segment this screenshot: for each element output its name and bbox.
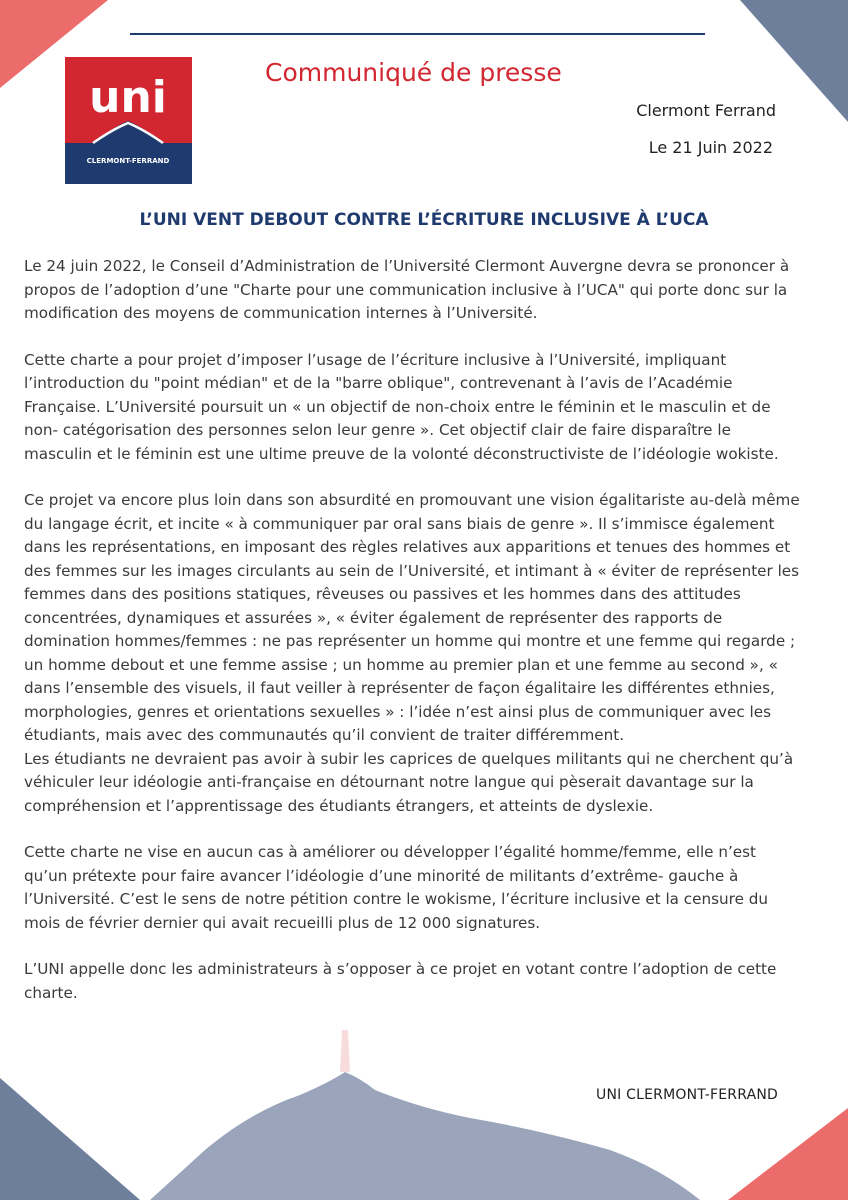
paragraph: L’UNI appelle donc les administrateurs à s’opposer à ce projet en votant contre l’adoption de cette charte. — [24, 960, 777, 1002]
logo-subtitle: CLERMONT-FERRAND — [86, 157, 170, 165]
paragraph: Ce projet va encore plus loin dans son absurdité en promouvant une vision égalitariste au-delà même du langage écrit, et incite « à communiquer par oral sans biais de genre ». Il s’immisce également dans les représentations, en imposant des règles relatives aux apparitions et tenues des hommes et des femmes sur les images circulants au sein de l’Université, et intimant à « éviter de représenter les femmes dans des positions statiques, rêveuses ou passives et les hommes dans des attitudes concentrées, dynamiques et assurées », « éviter également de représenter des rapports de domination hommes/femmes : ne pas représenter un homme qui montre et une femme qui regarde ; un homme debout et une femme assise ; un homme au premier plan et une femme au second », « dans l’ensemble des visuels, il faut veiller à représenter de façon égalitaire les différentes ethnies, morphologies, genres et orientations sexuelles » : l’idée n’est ainsi plus de communiquer avec les étudiants, mais avec des communautés qu’il convient de traiter différemment. — [24, 491, 800, 744]
mountain-summit-glow — [340, 1030, 350, 1072]
signature: UNI CLERMONT-FERRAND — [596, 1087, 778, 1103]
paragraph: Cette charte a pour projet d’imposer l’usage de l’écriture inclusive à l’Université, impliquant l’introduction du "point médian" et de la "barre oblique", contrevenant à l’avis de l’Académie Française. L’Université poursuit un « un objectif de non-choix entre le féminin et le masculin et de non- catégorisation des personnes selon leur genre ». Cet objectif clair de faire disparaître le masculin et le féminin est une ultime preuve de la volonté déconstructiviste de l’idéologie wokiste. — [24, 350, 779, 463]
corner-triangle-bottom-right — [728, 1108, 848, 1200]
date: Le 21 Juin 2022 — [648, 138, 773, 157]
paragraph: Le 24 juin 2022, le Conseil d’Administration de l’Université Clermont Auvergne devra se prononcer à propos de l’adoption d’une "Charte pour une communication inclusive à l’UCA" qui porte donc sur la modification des moyens de communication internes à l’Université. — [24, 257, 790, 322]
logo-wordmark: uni — [89, 72, 167, 123]
headline: L’UNI VENT DEBOUT CONTRE L’ÉCRITURE INCLUSIVE À L’UCA — [139, 210, 709, 230]
press-release-body — [24, 255, 800, 1028]
location: Clermont Ferrand — [636, 101, 776, 120]
corner-triangle-bottom-left — [0, 1078, 140, 1200]
paragraph: Les étudiants ne devraient pas avoir à subir les caprices de quelques militants qui ne cherchent qu’à véhiculer leur idéologie anti-française en détournant notre langue qui pèserait davantage sur la compréhension et l’apprentissage des étudiants étrangers, et atteints de dyslexie. — [24, 749, 794, 815]
paragraph: Cette charte ne vise en aucun cas à améliorer ou développer l’égalité homme/femme, elle n’est qu’un prétexte pour faire avancer l’idéologie d’une minorité de militants d’extrême- gauche à l’Université. C’est le sens de notre pétition contre le wokisme, l’écriture inclusive et la censure du mois de février dernier qui avait recueilli plus de 12 000 signatures. — [24, 843, 769, 932]
uni-logo — [65, 57, 192, 184]
page-title: Communiqué de presse — [265, 58, 562, 87]
header-rule — [130, 33, 705, 35]
